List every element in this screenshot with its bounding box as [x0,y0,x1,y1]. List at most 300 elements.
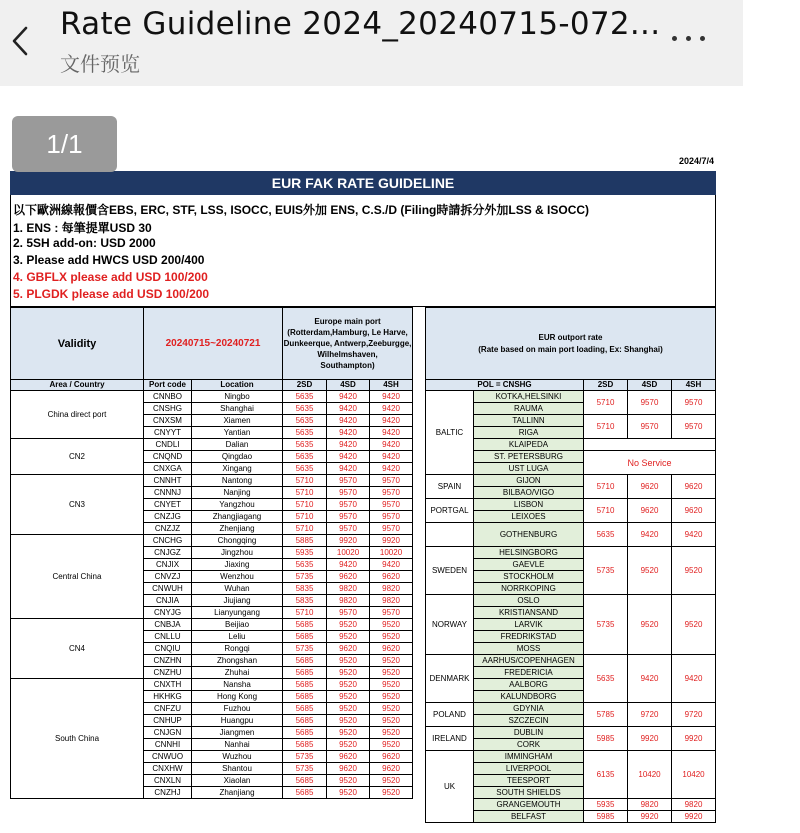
rate-cell: 9820 [628,799,672,811]
table-row [426,655,716,667]
table-row [426,547,716,559]
port-cell: CNXTH [144,679,192,691]
note-line: 以下歐洲線報價含EBS, ERC, STF, LSS, ISOCC, EUIS外加 ENS, C.S./D (Filing時請拆分外加LSS & ISOCC) [13,203,590,217]
rate-cell: 9520 [370,631,413,643]
port-cell: CNYET [144,499,192,511]
port-cell: KLAIPEDA [474,439,584,451]
rate-cell: 9420 [370,463,413,475]
rate-cell: 9570 [327,499,370,511]
port-cell: CNZJZ [144,523,192,535]
rate-cell: 5710 [283,487,327,499]
area-cell [426,523,474,547]
port-cell: CNBJA [144,619,192,631]
column-header: 2SD [283,380,327,391]
rate-cell: 9570 [327,487,370,499]
port-cell: Beijiao [192,619,283,631]
rate-cell: 9920 [628,727,672,751]
rate-cell: 9520 [370,703,413,715]
port-cell: Leliu [192,631,283,643]
rate-cell: 9520 [327,691,370,703]
table-row [11,535,413,547]
column-header: Area / Country [11,380,144,391]
rate-cell: 10020 [370,547,413,559]
port-cell: CNLLU [144,631,192,643]
port-cell: GDYNIA [474,703,584,715]
rate-cell: 9420 [370,391,413,403]
port-cell: LARVIK [474,619,584,631]
rate-cell: 5710 [584,475,628,499]
rate-cell: 5935 [283,547,327,559]
rate-cell: 5985 [584,727,628,751]
rate-cell: 5735 [584,595,628,655]
port-cell: Zhongshan [192,655,283,667]
rate-cell: 5685 [283,715,327,727]
column-header: POL = CNSHG [426,380,584,391]
port-cell: Huangpu [192,715,283,727]
port-cell: RIGA [474,427,584,439]
rate-cell: 9920 [672,811,716,823]
rate-cell: 5635 [584,523,628,547]
port-cell: Hong Kong [192,691,283,703]
note-line: 3. Please add HWCS USD 200/400 [13,253,205,267]
rate-cell: 9420 [327,403,370,415]
rate-cell: 9520 [327,679,370,691]
rate-cell: 9570 [370,487,413,499]
file-subtitle: 文件预览 [60,52,140,76]
port-cell: STOCKHOLM [474,571,584,583]
port-cell: Xiamen [192,415,283,427]
port-cell: Nanjing [192,487,283,499]
note-line: 5. PLGDK please add USD 100/200 [13,287,210,301]
validity-label: Validity [11,308,144,380]
rate-cell: 5985 [584,811,628,823]
area-cell: NORWAY [426,595,474,655]
note-line: 4. GBFLX please add USD 100/200 [13,270,208,284]
rate-cell: 9570 [628,391,672,415]
port-cell: Shanghai [192,403,283,415]
rate-cell: 9570 [327,475,370,487]
column-header: 4SD [327,380,370,391]
port-cell: GOTHENBURG [474,523,584,547]
rate-cell: 5635 [283,391,327,403]
table-row [11,619,413,631]
rate-cell: 9820 [370,595,413,607]
rate-cell: 5710 [283,523,327,535]
rate-cell: 5710 [584,391,628,415]
column-header: 4SH [370,380,413,391]
area-cell: CN4 [11,619,144,679]
column-header-row [11,380,413,391]
rate-cell: 10420 [672,751,716,799]
table-row [426,499,716,511]
rate-cell: 5735 [584,547,628,595]
rate-cell: 9520 [327,667,370,679]
port-cell: Jiaxing [192,559,283,571]
port-cell: KALUNDBORG [474,691,584,703]
table-row [426,751,716,763]
port-cell: Fuzhou [192,703,283,715]
note-line: 2. 5SH add-on: USD 2000 [13,236,156,250]
rate-cell: 9520 [327,655,370,667]
rate-cell: 9520 [327,715,370,727]
port-cell: LIVERPOOL [474,763,584,775]
rate-cell: 9420 [672,655,716,703]
column-header: Location [192,380,283,391]
rate-cell: 9520 [370,715,413,727]
rate-cell: 9420 [672,523,716,547]
rate-cell: 9420 [327,439,370,451]
port-cell: CNNBO [144,391,192,403]
port-cell: Wuzhou [192,751,283,763]
rate-cell: 9520 [327,727,370,739]
port-cell: Zhanjiang [192,787,283,799]
port-cell: CNVZJ [144,571,192,583]
rate-cell: 9420 [327,559,370,571]
port-cell: Yantian [192,427,283,439]
table-row [11,439,413,451]
port-cell: CNJGN [144,727,192,739]
rate-cell: 9570 [672,391,716,415]
port-cell: CNXLN [144,775,192,787]
rate-cell: 5785 [584,703,628,727]
port-cell: Jiangmen [192,727,283,739]
rate-cell: 9620 [327,763,370,775]
port-cell: CNJGZ [144,547,192,559]
rate-cell: 5735 [283,763,327,775]
rate-cell: 5710 [584,415,628,439]
rate-cell: 5685 [283,655,327,667]
table-row [426,727,716,739]
port-cell: UST LUGA [474,463,584,475]
rate-cell: 9720 [628,703,672,727]
rate-cell: 9820 [327,583,370,595]
rate-cell: 5685 [283,727,327,739]
table-row [426,595,716,607]
port-cell: LISBON [474,499,584,511]
port-cell: Xiaolan [192,775,283,787]
port-cell: SZCZECIN [474,715,584,727]
rate-cell: 9620 [370,763,413,775]
area-cell: IRELAND [426,727,474,751]
port-cell: Dalian [192,439,283,451]
rate-cell: 9570 [327,607,370,619]
port-cell: CNQIU [144,643,192,655]
rate-cell: 5685 [283,703,327,715]
table-row [426,391,716,403]
port-cell: CNNHT [144,475,192,487]
rate-cell: 5685 [283,775,327,787]
rate-cell: 5710 [283,475,327,487]
port-cell: CNHUP [144,715,192,727]
port-cell: TALLINN [474,415,584,427]
rate-cell: 9820 [672,799,716,811]
rate-cell: 5735 [283,571,327,583]
port-cell: BELFAST [474,811,584,823]
rate-cell: 5735 [283,643,327,655]
area-cell: POLAND [426,703,474,727]
no-service-cell: No Service [584,451,716,475]
column-header: Port code [144,380,192,391]
rate-cell: 9620 [327,751,370,763]
note-line: 1. ENS : 每筆提單USD 30 [13,221,152,235]
area-cell: CN2 [11,439,144,475]
document-heading: EUR FAK RATE GUIDELINE [10,171,716,195]
rate-cell: 9420 [370,451,413,463]
column-header: 4SD [628,380,672,391]
rate-cell: 5635 [283,463,327,475]
outport-header: EUR outport rate (Rate based on main port loading, Ex: Shanghai) [426,308,716,380]
port-cell: CNJIA [144,595,192,607]
area-cell: DENMARK [426,655,474,703]
port-cell: CNXGA [144,463,192,475]
column-header-row [426,380,716,391]
port-cell: CNCHG [144,535,192,547]
table-header-row [11,308,413,380]
rate-cell: 9820 [370,583,413,595]
area-cell: SPAIN [426,475,474,499]
rate-cell: 6135 [584,751,628,799]
rate-cell: 9520 [370,775,413,787]
port-cell: CNFZU [144,703,192,715]
port-cell: RAUMA [474,403,584,415]
rate-cell: 9620 [672,475,716,499]
column-header: 2SD [584,380,628,391]
port-cell: CNDLI [144,439,192,451]
rate-cell: 9420 [628,655,672,703]
rate-cell: 9570 [370,511,413,523]
rate-cell: 9520 [327,739,370,751]
port-cell: Nansha [192,679,283,691]
rate-cell: 9570 [628,415,672,439]
notes-box [10,195,716,307]
rate-cell: 9520 [327,631,370,643]
area-cell: CN3 [11,475,144,535]
port-cell: CNNNJ [144,487,192,499]
table-row [426,523,716,547]
rate-cell: 5635 [283,451,327,463]
rate-cell: 5710 [283,607,327,619]
port-cell: CNWUO [144,751,192,763]
page-indicator: 1/1 [12,116,117,172]
port-cell: KRISTIANSAND [474,607,584,619]
port-cell: HKHKG [144,691,192,703]
rate-cell: 5710 [584,499,628,523]
port-cell: Wenzhou [192,571,283,583]
port-cell: BILBAO/VIGO [474,487,584,499]
rate-cell: 9920 [327,535,370,547]
rate-cell: 9520 [370,619,413,631]
rate-cell: 9570 [370,607,413,619]
port-cell: MOSS [474,643,584,655]
table-row [11,679,413,691]
rate-cell: 9920 [672,727,716,751]
port-cell: Lianyungang [192,607,283,619]
main-port-header: Europe main port (Rotterdam,Hamburg, Le Harve, Dunkeerque, Antwerp,Zeeburgge, Wilhelmshaven, Southampton) [283,308,413,380]
rate-cell: 9520 [628,547,672,595]
port-cell: AALBORG [474,679,584,691]
rate-cell: 9520 [370,739,413,751]
rate-cell: 5685 [283,619,327,631]
port-cell: CNJIX [144,559,192,571]
port-cell: GAEVLE [474,559,584,571]
rate-cell: 9520 [327,787,370,799]
rate-cell: 5935 [584,799,628,811]
rate-cell: 9620 [628,475,672,499]
rate-cell: 9820 [327,595,370,607]
column-header: 4SH [672,380,716,391]
rate-cell: 5885 [283,535,327,547]
rate-cell: 9520 [628,595,672,655]
rate-cell: 9620 [370,643,413,655]
rate-cell: 9420 [370,559,413,571]
rate-cell: 9420 [327,463,370,475]
rate-cell: 9520 [327,775,370,787]
port-cell: Shantou [192,763,283,775]
rate-cell: 5835 [283,595,327,607]
port-cell: CNZHJ [144,787,192,799]
port-cell: FREDERICIA [474,667,584,679]
table-row [11,391,413,403]
port-cell: CNSHG [144,403,192,415]
rate-cell: 9420 [370,427,413,439]
table-row [11,475,413,487]
rate-cell: 9620 [327,643,370,655]
rate-cell: 9520 [672,595,716,655]
outport-rate-table [425,307,716,823]
rate-cell: 5685 [283,787,327,799]
port-cell: AARHUS/COPENHAGEN [474,655,584,667]
area-cell: UK [426,751,474,823]
rate-cell: 9520 [370,655,413,667]
rate-cell: 9520 [327,703,370,715]
area-cell: Central China [11,535,144,619]
port-cell: Xingang [192,463,283,475]
rate-cell: 9420 [628,523,672,547]
rate-cell: 10420 [628,751,672,799]
file-title: Rate Guideline 2024_20240715-072... [60,6,661,42]
port-cell: KOTKA,HELSINKI [474,391,584,403]
document-date: 2024/7/4 [678,156,714,166]
rate-cell: 5685 [283,691,327,703]
port-cell: Zhangjiagang [192,511,283,523]
rate-cell: 5635 [584,655,628,703]
rate-cell: 9920 [628,811,672,823]
rate-cell: 9520 [672,547,716,595]
port-cell: LEIXOES [474,511,584,523]
port-cell: HELSINGBORG [474,547,584,559]
rate-cell: 9920 [370,535,413,547]
rate-cell: 9520 [370,691,413,703]
table-row [426,475,716,487]
rate-cell: 5635 [283,559,327,571]
rate-cell: 9720 [672,703,716,727]
port-cell: Jiujiang [192,595,283,607]
port-cell: CNQND [144,451,192,463]
port-cell: Ningbo [192,391,283,403]
port-cell: Nantong [192,475,283,487]
port-cell: Jingzhou [192,547,283,559]
rate-cell: 9620 [327,571,370,583]
rate-cell: 9420 [370,415,413,427]
rate-cell: 9520 [370,667,413,679]
rate-cell: 10020 [327,547,370,559]
rate-cell: 9420 [327,427,370,439]
port-cell: CNWUH [144,583,192,595]
port-cell: TEESPORT [474,775,584,787]
rate-cell: 9620 [370,751,413,763]
port-cell: Nanhai [192,739,283,751]
rate-cell: 5685 [283,631,327,643]
port-cell: CNZJG [144,511,192,523]
rate-cell: 9570 [370,499,413,511]
port-cell: Wuhan [192,583,283,595]
port-cell: CNYJG [144,607,192,619]
rate-cell: 9620 [370,571,413,583]
validity-value: 20240715~20240721 [144,308,283,380]
port-cell: CNXSM [144,415,192,427]
port-cell: CNNHI [144,739,192,751]
rate-cell: 5685 [283,667,327,679]
rate-cell: 9520 [370,787,413,799]
port-cell: CNZHU [144,667,192,679]
rate-cell: 5710 [283,499,327,511]
rate-cell: 9620 [628,499,672,523]
rate-cell: 5685 [283,679,327,691]
rate-cell: 5635 [283,439,327,451]
rate-cell: 9420 [327,415,370,427]
port-cell: OSLO [474,595,584,607]
port-cell: Zhuhai [192,667,283,679]
area-cell: PORTGAL [426,499,474,523]
rate-cell: 9570 [370,475,413,487]
table-header-row [426,308,716,380]
port-cell: Chongqing [192,535,283,547]
rate-cell: 9420 [327,451,370,463]
rate-cell: 9570 [327,523,370,535]
rate-cell: 5735 [283,751,327,763]
port-cell: SOUTH SHIELDS [474,787,584,799]
port-cell: Yangzhou [192,499,283,511]
rate-cell: 5635 [283,403,327,415]
rate-cell: 9420 [370,439,413,451]
rate-cell: 9570 [327,511,370,523]
table-row [426,703,716,715]
empty-cell [584,439,716,451]
rate-cell: 5835 [283,583,327,595]
port-cell: IMMINGHAM [474,751,584,763]
port-cell: CORK [474,739,584,751]
rate-cell: 9520 [370,679,413,691]
port-cell: NORRKOPING [474,583,584,595]
port-cell: GIJON [474,475,584,487]
area-cell: South China [11,679,144,799]
rate-cell: 9570 [672,415,716,439]
rate-cell: 5635 [283,427,327,439]
rate-cell: 9520 [327,619,370,631]
rate-cell: 9570 [370,523,413,535]
port-cell: CNZHN [144,655,192,667]
port-cell: ST. PETERSBURG [474,451,584,463]
area-cell: BALTIC [426,391,474,475]
rate-cell: 9420 [370,403,413,415]
rate-cell: 9420 [327,391,370,403]
rate-cell: 9620 [672,499,716,523]
port-cell: FREDRIKSTAD [474,631,584,643]
rate-cell: 5685 [283,739,327,751]
port-cell: Rongqi [192,643,283,655]
port-cell: DUBLIN [474,727,584,739]
area-cell: SWEDEN [426,547,474,595]
